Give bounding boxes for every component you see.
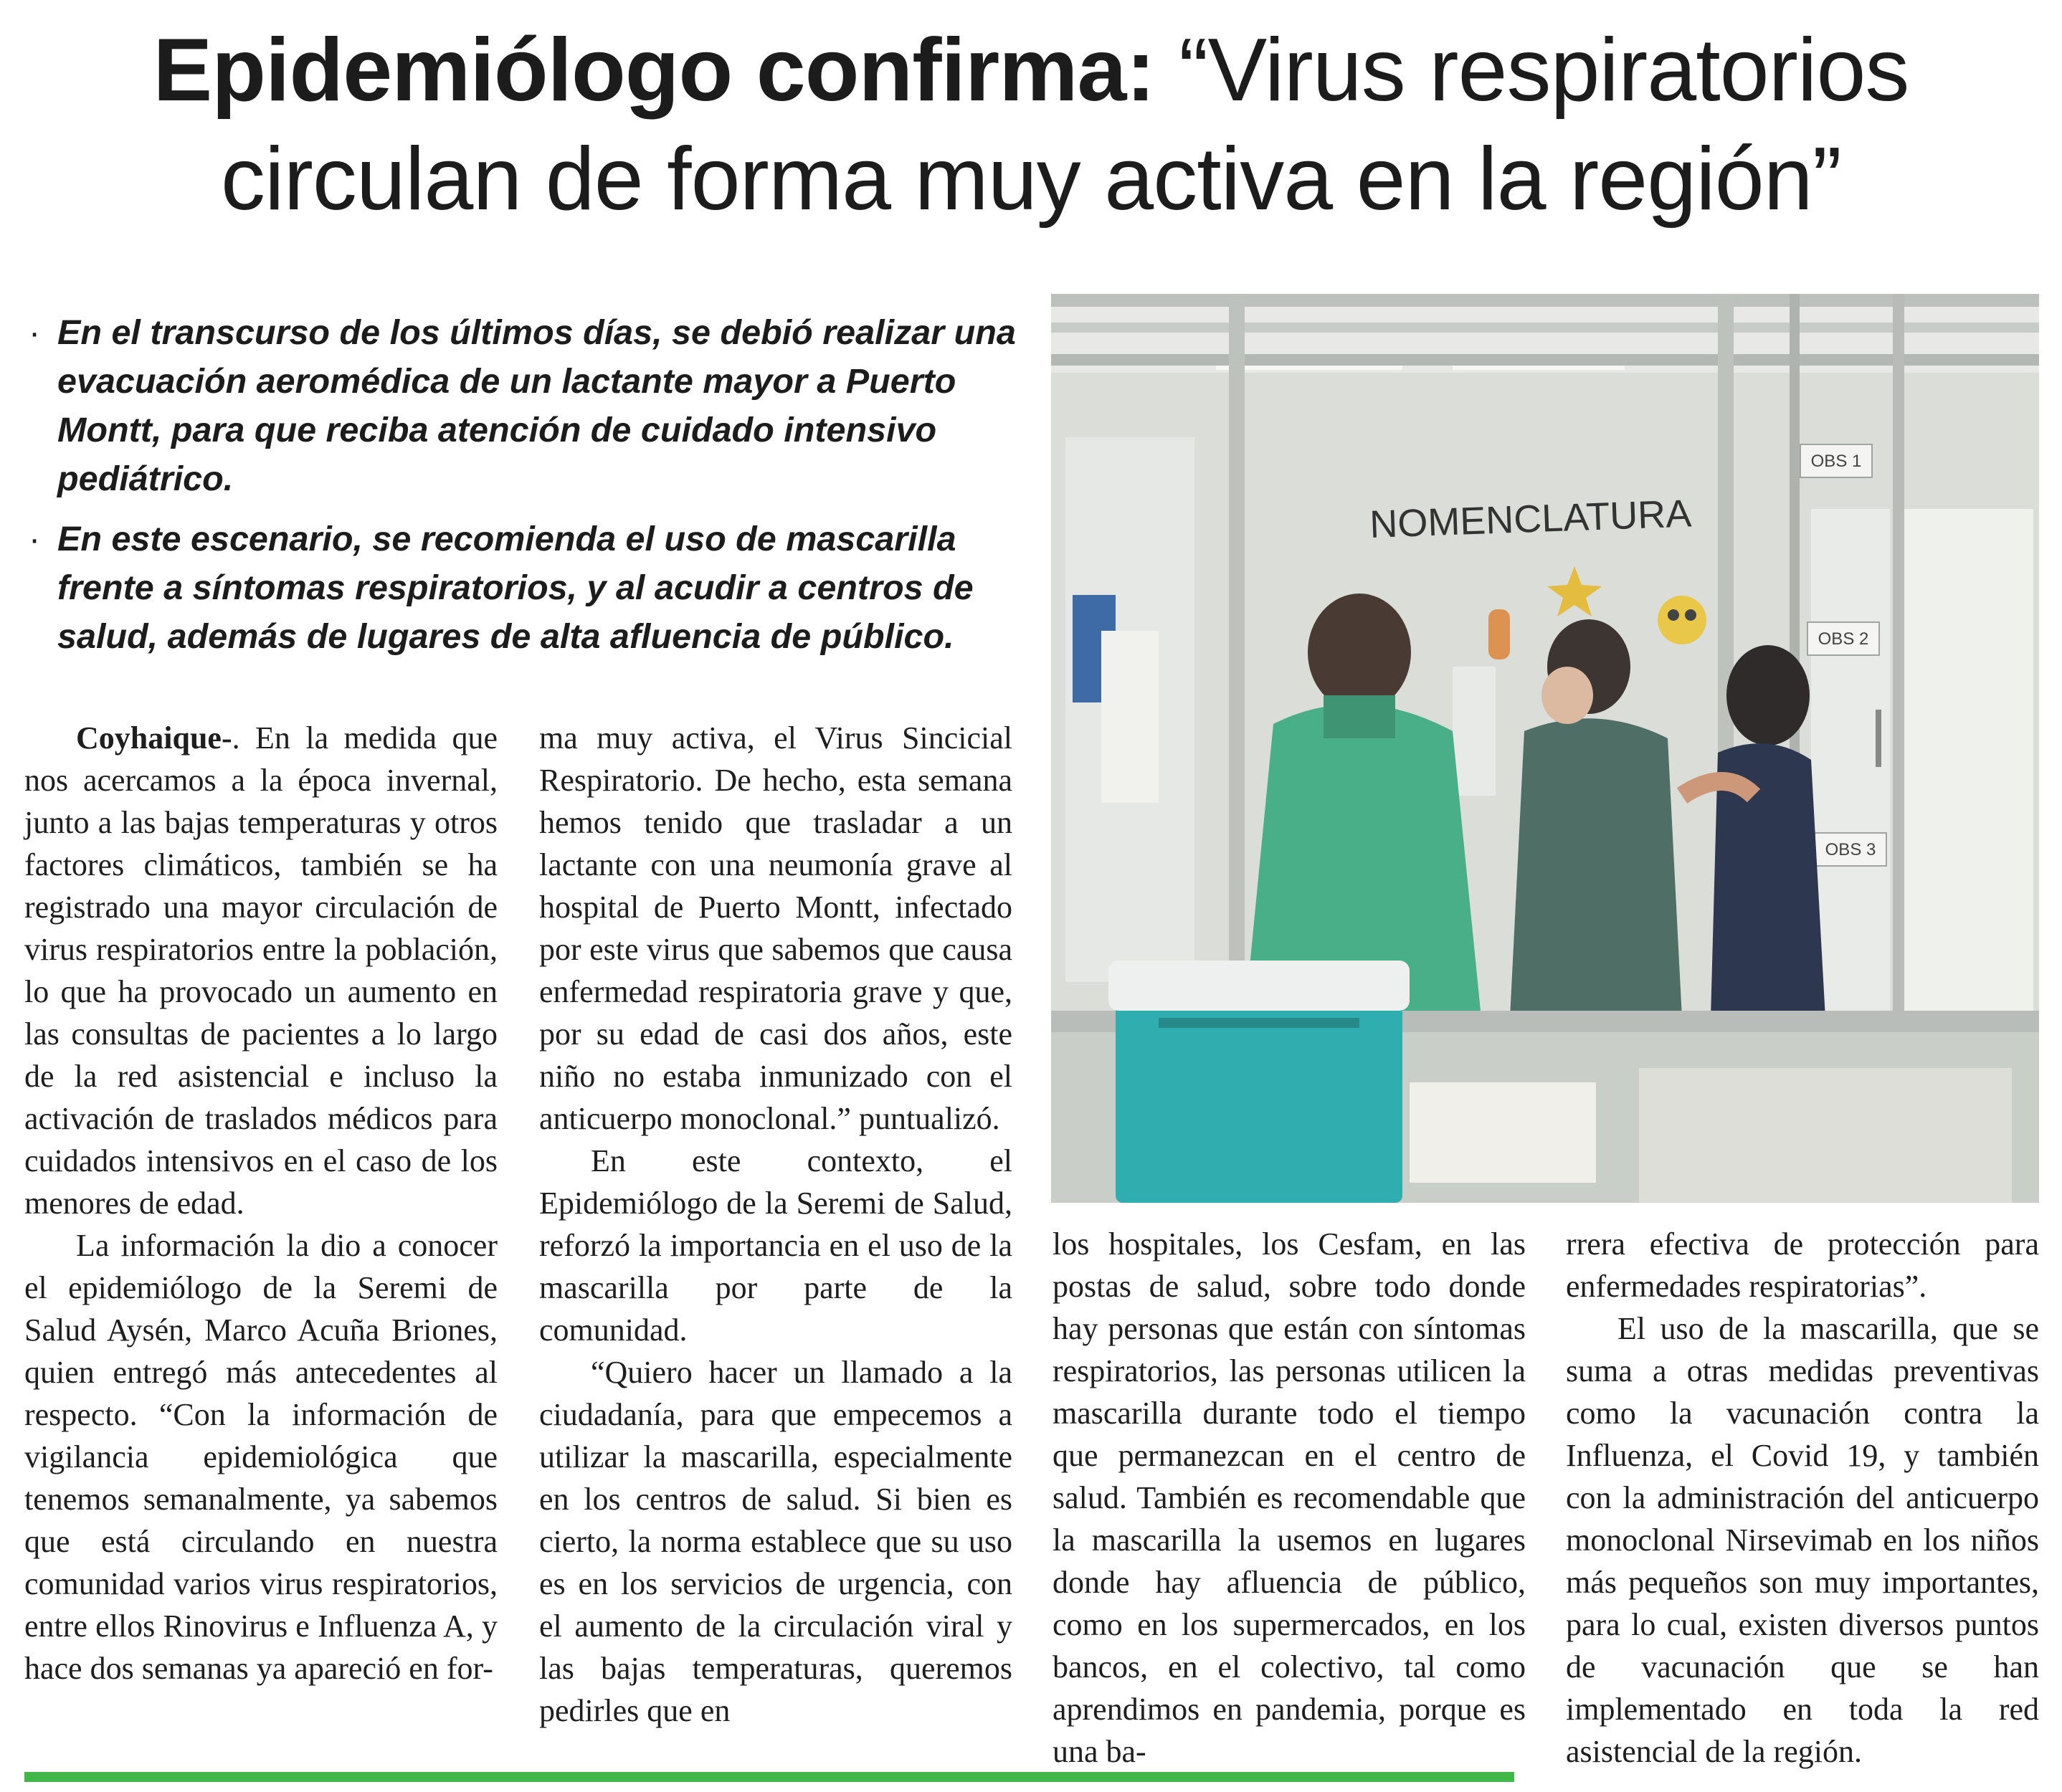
headline-light-part-1: “Virus respiratorios: [1179, 21, 1909, 120]
body-paragraph: La información la dio a conocer el epidemiólogo de la Seremi de Salud Aysén, Marco Acuña Briones, quien entregó más antecedentes al respecto. “Con la información de vigilancia epidemiológica que tenemos semanalmente, ya sabemos que está circulando en nuestra comunidad varios virus respiratorios, entre ellos Rinovirus e Influenza A, y hace dos semanas ya apareció en for-: [24, 1228, 498, 1686]
body-column-3: [1053, 1223, 1526, 1773]
dateline: Coyhaique-: [76, 720, 232, 756]
body-paragraph: rrera efectiva de protección para enfermedades respiratorias”.: [1566, 1226, 2039, 1304]
body-column-2: [539, 717, 1012, 1732]
summary-bullet: [29, 308, 1018, 503]
bullet-marker: ·: [29, 520, 41, 558]
green-divider-rule: [24, 1772, 1514, 1782]
sign-obs-1: OBS 1: [1810, 452, 1862, 471]
paragraph-text: . En la medida que nos acercamos a la época invernal, junto a las bajas temperaturas y otros factores climáticos, también se ha registrado una mayor circulación de virus respiratorios entre la población, lo que ha provocado un aumento en las consultas de pacientes a lo largo de la red asistencial e incluso la activación de traslados médicos para cuidados intensivos en el caso de los menores de edad.: [24, 720, 498, 1221]
body-paragraph: En este contexto, el Epidemiólogo de la Seremi de Salud, reforzó la importancia en el uso de la mascarilla por parte de la comunidad.: [539, 1143, 1012, 1348]
sign-obs-2: OBS 2: [1818, 629, 1869, 649]
headline: [14, 16, 2048, 234]
body-paragraph: “Quiero hacer un llamado a la ciudadanía, para que empecemos a utilizar la mascarilla, especialmente en los centros de salud. Si bien es cierto, la norma establece que su uso es en los servicios de urgencia, con el aumento de la circulación viral y las bajas temperaturas, queremos pedirles que en: [539, 1355, 1012, 1728]
wall-text: NOMENCLATURA: [1369, 492, 1693, 546]
bullet-marker: ·: [29, 313, 41, 352]
body-paragraph: los hospitales, los Cesfam, en las postas de salud, sobre todo donde hay personas que están con síntomas respiratorios, las personas utilicen la mascarilla durante todo el tiempo que permanezcan en el centro de salud. También es recomendable que la mascarilla la usemos en lugares donde hay afluencia de público, como en los supermercados, en los bancos, en el colectivo, tal como aprendimos en pandemia, porque es una ba-: [1053, 1226, 1526, 1769]
body-column-1: [24, 717, 498, 1689]
headline-light-part-2: circulan de forma muy activa en la región”: [221, 130, 1841, 229]
body-paragraph: [24, 717, 498, 1224]
hospital-photo: [1051, 294, 2039, 1203]
sign-obs-3: OBS 3: [1825, 840, 1876, 859]
summary-bullet-text: En el transcurso de los últimos días, se debió realizar una evacuación aeromédica de un lactante mayor a Puerto Montt, para que reciba atención de cuidado intensivo pediátrico.: [57, 313, 1016, 498]
summary-bullets: [29, 308, 1018, 672]
body-paragraph: ma muy activa, el Virus Sincicial Respiratorio. De hecho, esta semana hemos tenido que trasladar a un lactante con una neumonía grave al hospital de Puerto Montt, infectado por este virus que sabemos que causa enfermedad respiratoria grave y que, por su edad de casi dos años, este niño no estaba inmunizado con el anticuerpo monoclonal.” puntualizó.: [539, 720, 1012, 1136]
body-column-4: [1566, 1223, 2039, 1773]
summary-bullet: [29, 515, 1018, 661]
body-paragraph: El uso de la mascarilla, que se suma a otras medidas preventivas como la vacunación contra la Influenza, el Covid 19, y también con la administración del anticuerpo monoclonal Nirsevimab en los niños más pequeños son muy importantes, para lo cual, existen diversos puntos de vacunación que se han implementado en toda la red asistencial de la región.: [1566, 1311, 2039, 1769]
summary-bullet-text: En este escenario, se recomienda el uso de mascarilla frente a síntomas respiratorios, y al acudir a centros de salud, además de lugares de alta afluencia de público.: [57, 520, 974, 656]
headline-bold-part: Epidemiólogo confirma:: [153, 21, 1155, 120]
